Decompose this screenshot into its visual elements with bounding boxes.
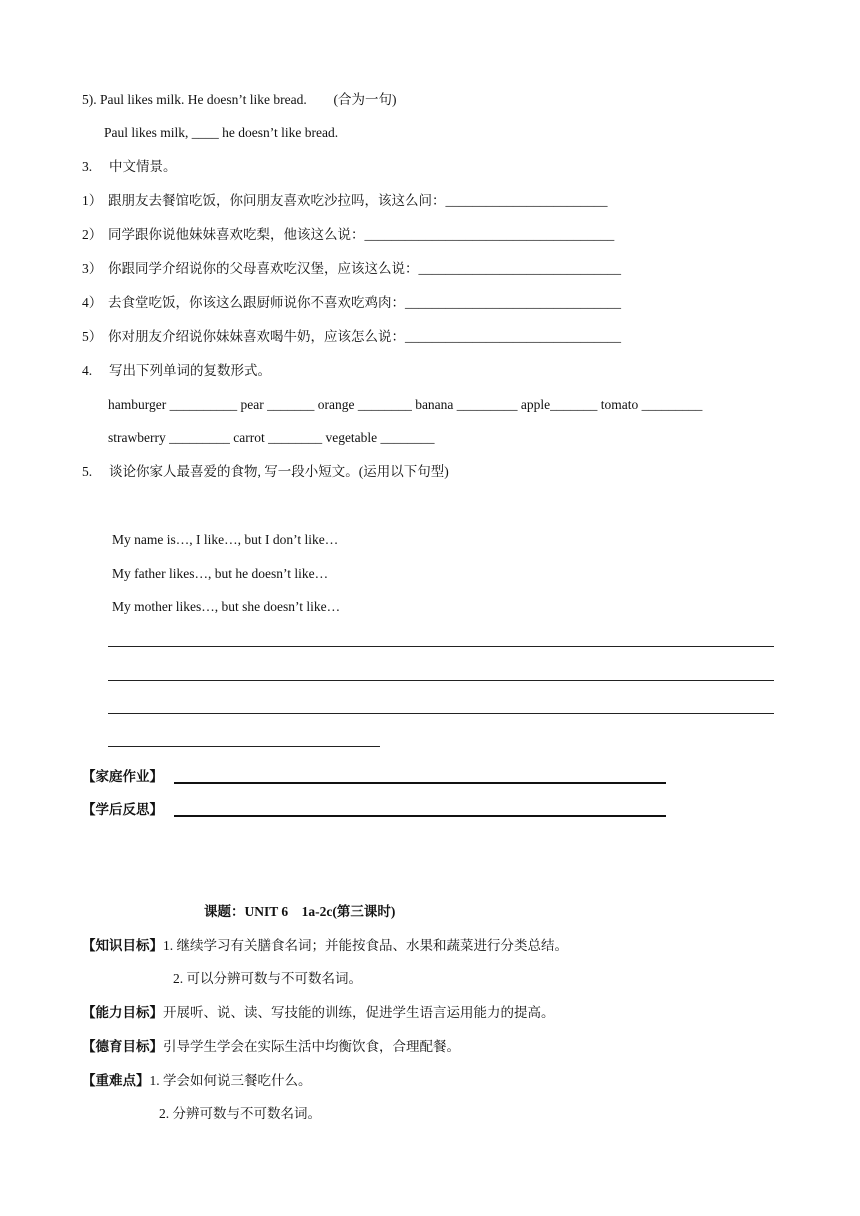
reflection-label: 【学后反思】 (82, 802, 163, 817)
lesson-title: 课题：UNIT 6 1a-2c(第三课时) (204, 904, 396, 919)
section3-number: 3. (82, 159, 93, 174)
pattern-line-2: My father likes…, but he doesn’t like… (112, 566, 329, 581)
section5-title: 谈论你家人最喜爱的食物, 写一段小短文。(运用以下句型) (109, 464, 449, 479)
key-text-1: 1. 学会如何说三餐吃什么。 (149, 1073, 312, 1088)
reflection-line[interactable] (174, 815, 666, 817)
section3-item-3 (82, 260, 621, 278)
ability-label: 【能力目标】 (82, 1005, 163, 1020)
item-number: 3） (82, 261, 103, 276)
writing-line[interactable] (108, 713, 774, 714)
key-label: 【重难点】 (82, 1073, 150, 1088)
section4-title: 写出下列单词的复数形式。 (109, 363, 271, 378)
plural-row-2: strawberry _________ carrot ________ vegetable ________ (108, 430, 435, 445)
pattern-line-3: My mother likes…, but she doesn’t like… (112, 599, 341, 614)
knowledge-label: 【知识目标】 (82, 938, 163, 953)
item-text: 同学跟你说他妹妹喜欢吃梨，他该这么说：_____________________________________ (108, 227, 615, 242)
pattern-line-1: My name is…, I like…, but I don’t like… (112, 532, 339, 547)
ability-goal (82, 1004, 555, 1022)
item-text: 跟朋友去餐馆吃饭，你问朋友喜欢吃沙拉吗，该这么问：________________________ (108, 193, 608, 208)
section4-heading (82, 362, 271, 380)
writing-line[interactable] (108, 746, 380, 747)
section5-heading (82, 463, 449, 481)
moral-text: 引导学生学会在实际生活中均衡饮食，合理配餐。 (163, 1039, 460, 1054)
plural-row-1: hamburger __________ pear _______ orange ________ banana _________ apple_______ tomato _________ (108, 397, 703, 412)
moral-label: 【德育目标】 (82, 1039, 163, 1054)
section4-number: 4. (82, 363, 93, 378)
section3-item-5 (82, 328, 621, 346)
key-points-2: 2. 分辨可数与不可数名词。 (159, 1106, 321, 1121)
item-number: 4） (82, 295, 103, 310)
q5-hint: (合为一句) (333, 92, 397, 107)
section3-item-4 (82, 294, 621, 312)
section3-item-1 (82, 192, 608, 210)
item-text: 你跟同学介绍说你的父母喜欢吃汉堡，应该这么说：______________________________ (108, 261, 621, 276)
q5-prompt: 5). Paul likes milk. He doesn’t like bread. (82, 92, 307, 107)
moral-goal (82, 1038, 460, 1056)
item-number: 5） (82, 329, 103, 344)
q5-answer-line: Paul likes milk, ____ he doesn’t like bread. (104, 125, 339, 140)
item-text: 你对朋友介绍说你妹妹喜欢喝牛奶，应该怎么说：________________________________ (108, 329, 621, 344)
section3-item-2 (82, 226, 614, 244)
writing-line[interactable] (108, 646, 774, 647)
section5-number: 5. (82, 464, 93, 479)
section3-title: 中文情景。 (109, 159, 177, 174)
key-points-1 (82, 1072, 312, 1090)
item-number: 2） (82, 227, 103, 242)
knowledge-text-1: 1. 继续学习有关膳食名词；并能按食品、水果和蔬菜进行分类总结。 (163, 938, 568, 953)
homework-label: 【家庭作业】 (82, 769, 163, 784)
writing-line[interactable] (108, 680, 774, 681)
q5-prompt-line (82, 91, 396, 109)
knowledge-goal-1 (82, 937, 568, 955)
knowledge-goal-2: 2. 可以分辨可数与不可数名词。 (173, 971, 362, 986)
item-number: 1） (82, 193, 103, 208)
section3-heading (82, 158, 177, 176)
item-text: 去食堂吃饭，你该这么跟厨师说你不喜欢吃鸡肉：________________________________ (108, 295, 621, 310)
ability-text: 开展听、说、读、写技能的训练，促进学生语言运用能力的提高。 (163, 1005, 555, 1020)
homework-line[interactable] (174, 782, 666, 784)
